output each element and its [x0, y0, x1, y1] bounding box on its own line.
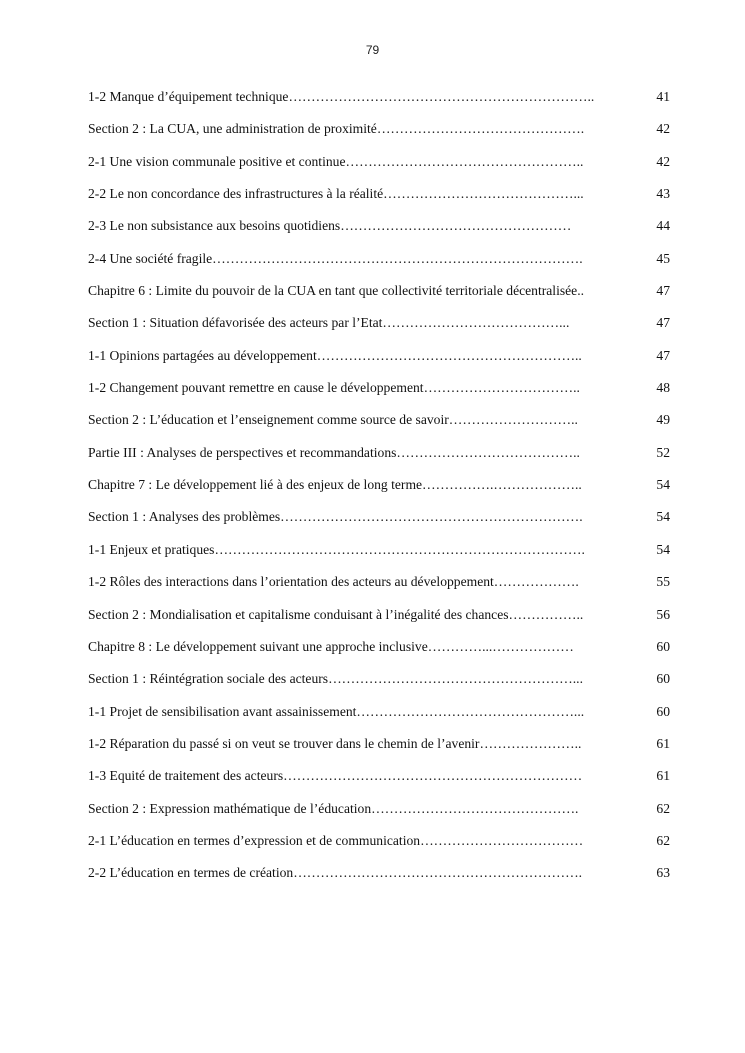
toc-entry — [88, 733, 670, 765]
toc-entry-page: 48 — [656, 380, 670, 396]
toc-entry-title: Section 1 : Analyses des problèmes…………………………………………………………. — [88, 509, 583, 525]
toc-entry-page: 54 — [656, 509, 670, 525]
toc-entry-title: Partie III : Analyses de perspectives et recommandations………………………………….. — [88, 444, 580, 460]
toc-entry-title: 1-2 Rôles des interactions dans l’orientation des acteurs au développement………………. — [88, 574, 579, 590]
toc-entry — [88, 377, 670, 409]
toc-entry-title: 2-1 Une vision communale positive et continue…………………………………………….. — [88, 153, 584, 169]
toc-entry-page: 60 — [656, 671, 670, 687]
toc-entry — [88, 862, 670, 894]
toc-entry — [88, 86, 670, 118]
toc-entry-page: 54 — [656, 477, 670, 493]
toc-entry-page: 44 — [656, 218, 670, 234]
toc-entry — [88, 571, 670, 603]
toc-entry-page: 47 — [656, 315, 670, 331]
toc-entry — [88, 604, 670, 636]
toc-entry-page: 41 — [656, 89, 670, 104]
toc-entry-page: 63 — [656, 865, 670, 881]
toc-entry — [88, 506, 670, 538]
toc-entry — [88, 345, 670, 377]
toc-entry-title: Section 1 : Réintégration sociale des acteurs………………………………………………... — [88, 671, 583, 687]
toc-entry-page: 47 — [656, 347, 670, 363]
toc-entry-page: 61 — [656, 768, 670, 784]
toc-entry — [88, 409, 670, 441]
toc-entry — [88, 668, 670, 700]
toc-entry-title: 1-2 Changement pouvant remettre en cause le développement…………………………….. — [88, 380, 580, 396]
toc-entry-page: 43 — [656, 186, 670, 202]
toc-entry — [88, 215, 670, 247]
toc-entry — [88, 636, 670, 668]
toc-entry — [88, 248, 670, 280]
toc-entry-title: 2-1 L’éducation en termes d’expression et de communication……………………………… — [88, 832, 584, 848]
toc-entry-title: 1-2 Réparation du passé si on veut se trouver dans le chemin de l’avenir………………….. — [88, 735, 582, 751]
toc-entry-page: 42 — [656, 153, 670, 169]
toc-entry — [88, 151, 670, 183]
toc-entry-page: 61 — [656, 735, 670, 751]
toc-entry-page: 56 — [656, 606, 670, 622]
toc-entry-page: 62 — [656, 800, 670, 816]
toc-entry — [88, 118, 670, 150]
toc-entry — [88, 183, 670, 215]
toc-entry-page: 52 — [656, 444, 670, 460]
toc-entry — [88, 701, 670, 733]
toc-entry-title: Section 2 : L’éducation et l’enseignement comme source de savoir……………………….. — [88, 412, 578, 428]
toc-entry-title: 2-3 Le non subsistance aux besoins quotidiens…………………………………………… — [88, 218, 572, 234]
toc-entry — [88, 474, 670, 506]
toc-entry-title: 1-1 Enjeux et pratiques………………………………………………………………………. — [88, 541, 585, 557]
toc-entry-title: 1-1 Projet de sensibilisation avant assainissement…………………………………………... — [88, 703, 585, 719]
toc-entry — [88, 830, 670, 862]
toc-entry-title: Chapitre 7 : Le développement lié à des enjeux de long terme…………….……………….. — [88, 477, 582, 493]
toc-entry-page: 60 — [656, 703, 670, 719]
toc-entry — [88, 798, 670, 830]
toc-entry-title: 2-4 Une société fragile………………………………………………………………………. — [88, 250, 583, 266]
toc-entry-title: 1-2 Manque d’équipement technique………………………………………………………….. — [88, 89, 595, 104]
table-of-contents — [88, 86, 670, 895]
toc-entry — [88, 765, 670, 797]
toc-entry-page: 54 — [656, 541, 670, 557]
toc-entry-title: 2-2 Le non concordance des infrastructures à la réalité……………………………………... — [88, 186, 584, 202]
toc-entry-page: 62 — [656, 832, 670, 848]
page-number: 79 — [365, 43, 380, 57]
toc-entry-page: 49 — [656, 412, 670, 428]
toc-entry-title: Chapitre 6 : Limite du pouvoir de la CUA en tant que collectivité territoriale décentralisée.. — [88, 283, 585, 299]
toc-entry-title: Section 2 : Mondialisation et capitalisme conduisant à l’inégalité des chances…………….. — [88, 606, 584, 622]
toc-entry — [88, 280, 670, 312]
toc-entry-title: Section 1 : Situation défavorisée des acteurs par l’Etat…………………………………... — [88, 315, 570, 331]
toc-entry — [88, 539, 670, 571]
toc-entry-title: 2-2 L’éducation en termes de création………………………………………………………. — [88, 865, 583, 881]
toc-entry-page: 55 — [656, 574, 670, 590]
toc-entry — [88, 312, 670, 344]
toc-entry-title: Section 2 : Expression mathématique de l’éducation………………………………………. — [88, 800, 579, 816]
toc-entry-title: Chapitre 8 : Le développement suivant une approche inclusive…………...……………… — [88, 638, 574, 654]
toc-entry-page: 42 — [656, 121, 670, 137]
toc-entry-page: 45 — [656, 250, 670, 266]
toc-entry-title: Section 2 : La CUA, une administration de proximité………………………………………. — [88, 121, 585, 137]
toc-entry-page: 47 — [656, 283, 670, 299]
toc-entry-page: 60 — [656, 638, 670, 654]
toc-entry-title: 1-3 Equité de traitement des acteurs………………………………………………………… — [88, 768, 583, 784]
toc-entry — [88, 442, 670, 474]
toc-entry-title: 1-1 Opinions partagées au développement………………………………………………….. — [88, 347, 582, 363]
